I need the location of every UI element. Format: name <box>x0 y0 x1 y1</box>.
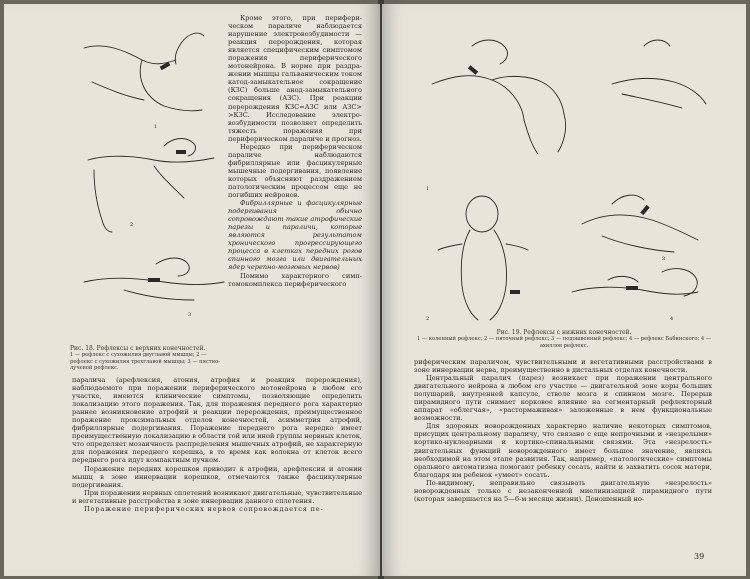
right-page <box>382 4 746 576</box>
figure-18-label-3: 3 <box>188 312 192 318</box>
figure-19-label-4: 4 <box>670 316 674 322</box>
figure-19-caption-body: 1 — коленный рефлекс; 2 — пяточный рефлекс; 3 — подошвенный рефлекс; 4 — рефлекс Бабинского; 4 — ахиллов рефлекс. <box>416 336 711 349</box>
left-page <box>4 4 380 576</box>
figure-19-label-2: 2 <box>426 316 430 322</box>
paragraph: риферическим параличом, чувствительными и вегетативными расстройствами в зоне иннервации нерва, преимущественно в дистальных отделах конечности. <box>414 358 712 375</box>
figure-18-caption-title: Рис. 18. Рефлексы с верхних конечностей. <box>70 345 206 352</box>
figure-19-illustration <box>412 24 712 324</box>
paragraph: Поражение периферических нервов сопровождается пе- <box>84 504 324 513</box>
figure-18 <box>64 20 244 340</box>
figure-19-label-1: 1 <box>426 186 430 192</box>
paragraph: Для здоровых новорожденных характерно наличие некоторых симптомов, присущих центральному параличу, что связано с еще непрочными и «незрелыми» кортико-нуклеарными и кортико-спинальными связями. Эта «незрелость» двигательных функций новорожденного имеет большое значение, являясь необходимой на этом этапе развития. Так, например, «патологические» симптомы орального автоматизма помогают ребенку сосать, найти и захватить сосок матери, благодаря им ребенок «умеет» сосать. <box>414 422 712 479</box>
paragraph: Фибриллярные и фасцикулярные подергивания обычно сопровождают такие атрофические парезы и параличи, которые являются результатом хронического прогрессирующего процесса в клетках передних рогов спинного мозга или двигательных ядер черепно-мозговых нервов) <box>228 199 362 272</box>
paragraph: Помимо характерного симптомокомплекса периферического <box>228 271 362 288</box>
figure-18-caption <box>70 346 220 372</box>
left-full-column <box>72 376 362 513</box>
figure-18-caption-body: 1 — рефлекс с сухожилия двуглавой мышцы; 2 — рефлекс с сухожилия трехглавой мышцы; 3 — пястно-лучевой рефлекс. <box>70 352 220 372</box>
figure-19 <box>412 24 712 324</box>
paragraph: Нередко при периферическом параличе наблюдаются фибриллярные или фасцикулярные мышечные подергивания, появление которых объясняют раздражением патологическим процессом еще не погибших нейронов. <box>228 142 362 200</box>
left-right-column <box>228 14 362 288</box>
paragraph: Поражение передних корешков приводит к атрофии, арефлексии и атонии мышц в зоне иннервации корешков, отмечаются также фасцикулярные подергивания. <box>72 464 362 489</box>
page-number: 39 <box>694 552 705 561</box>
paragraph: Центральный паралич (парез) возникает при поражении центрального двигательного нейрона в любом его участке — двигательной зоне коры больших полушарий, внутренней капсуле, стволе мозга и спинном мозге. Перерыв пирамидного пути снимает корковое влияние на сегментарный рефлекторный аппарат «облегчая», «растормаживая» заложенные в нем функциональные возможности. <box>414 374 712 423</box>
figure-19-caption <box>414 330 714 349</box>
figure-18-label-1: 1 <box>154 124 158 130</box>
figure-19-caption-title: Рис. 19. Рефлексы с нижних конечностей. <box>496 329 632 336</box>
figure-18-illustration <box>64 20 244 340</box>
paragraph: По-видимому, неправильно связывать двигательную «незрелость» новорожденных только с незаконченной миелинизацией пирамидного пути (которая завершается на 5—6-м месяце жизни). Доношенный но- <box>414 478 712 503</box>
figure-19-label-3: 3 <box>662 256 666 262</box>
paragraph: При поражении нервных сплетений возникают двигательные, чувствительные и вегетативные расстройства в зоне иннервации данного сплетения. <box>72 488 362 505</box>
figure-18-label-2: 2 <box>130 222 134 228</box>
paragraph: Кроме этого, при периферическом параличе наблюдается нарушение электровозбудимости — реакция перерождения, которая является специфическим симптомом поражения периферического мотонейрона. В норме при раздражении мышцы гальваническим током катод-замыкательное сокращение (КЗС) больше анод-замыкательного сокращения (АЗС). При реакции перерождения КЗС=АЗС или АЗС> >КЗС. Исследование электровозбудимости позволяет определить тяжесть поражения при периферическом параличе и прогноз. <box>228 14 362 143</box>
right-full-column <box>414 358 712 503</box>
paragraph: паралича (арефлексия, атония, атрофия и реакция перерождения), наблюдаемого при поражении периферического мотонейрона в любом его участке, имеются клинические симптомы, позволяющие определить локализацию этого поражения. Так, для поражения переднего рога характерно раннее возникновение атрофий и реакции перерождения, преимущественное поражение проксимальных отделов конечностей, асимметрия атрофий, фибриллярные подергивания. Поражение переднего рога нередко имеет преимущественную локализацию в области той или иной группы нервных клеток, что определяет мозаичность распределения мышечных атрофий, не характерную для поражения переднего корешка, в то время как волокна от клеток всего переднего рога идут компактным пучком. <box>72 376 362 465</box>
